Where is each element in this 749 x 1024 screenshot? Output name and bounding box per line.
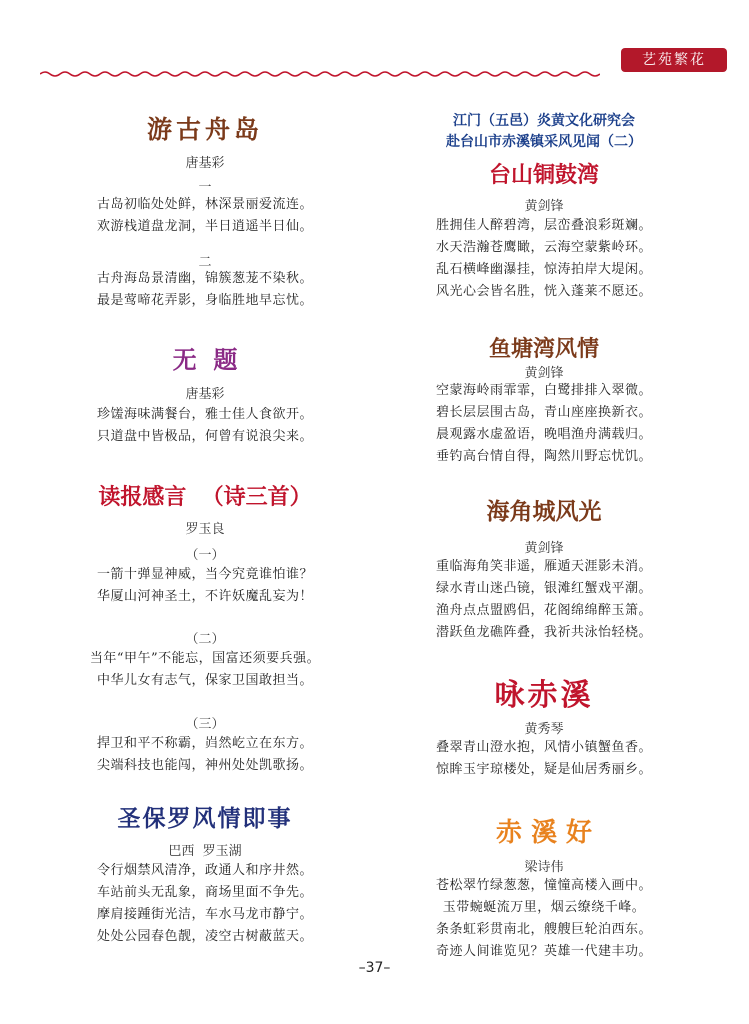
header-wave-divider [40, 70, 600, 78]
poem-line: 绿水青山迷凸镜，银滩红蟹戏平潮。 [435, 581, 652, 596]
section-heading-2: 赴台山市赤溪镇采风见闻（二） [446, 134, 642, 150]
poem-line: 空蒙海岭雨霏霏，白鹭排排入翠微。 [435, 383, 652, 398]
poem-lines [384, 215, 704, 303]
poem-line: 风光心会皆名胜，恍入蓬莱不愿还。 [435, 284, 652, 299]
poem-author-9: 梁诗伟 [524, 860, 564, 875]
poem-line: 令行烟禁风清净，政通人和序井然。 [96, 863, 313, 878]
poem-line: 叠翠青山澄水抱，风情小镇蟹鱼香。 [435, 740, 652, 755]
poem-author-1: 唐基彩 [185, 156, 225, 171]
poem-line: 只道盘中皆极品，何曾有说浪尖来。 [96, 429, 313, 444]
poem-line: 欢游栈道盘龙洞，半日逍遥半日仙。 [96, 219, 313, 234]
stanza-number: （二） [185, 632, 225, 647]
poem-lines [384, 737, 704, 781]
poem-line: 华厦山河神圣土，不许妖魔乱妄为！ [96, 589, 313, 604]
poem-lines [384, 875, 704, 963]
poem-author-6: 黄剑锋 [524, 366, 564, 381]
poem-line: 条条虹彩贯南北，艘艘巨轮泊西东。 [435, 922, 652, 937]
poem-line: 中华儿女有志气，保家卫国敢担当。 [96, 673, 313, 688]
poem-line: 惊眸玉宇琼楼处，疑是仙居秀丽乡。 [435, 762, 652, 777]
stanza-lines [40, 564, 370, 608]
poem-line: 摩肩接踵街光洁，车水马龙市静宁。 [96, 907, 313, 922]
poem-line: 尖端科技也能闯，神州处处凯歌扬。 [96, 758, 313, 773]
stanza-number: （一） [185, 548, 225, 563]
poem-author-7: 黄剑锋 [524, 541, 564, 556]
poem-author-2: 唐基彩 [185, 387, 225, 402]
poem-line: 当年“甲午”不能忘，国富还须要兵强。 [89, 651, 321, 666]
poem-lines [384, 556, 704, 644]
poem-line: 古舟海岛景清幽，锦簇葱茏不染秋。 [96, 271, 313, 286]
poem-line: 捍卫和平不称霸，岿然屹立在东方。 [96, 736, 313, 751]
poem-line: 古岛初临处处鲜，林深景丽爱流连。 [96, 197, 313, 212]
poem-lines [40, 860, 370, 948]
poem-line: 晨观露水虚盈语，晚唱渔舟满载归。 [435, 427, 652, 442]
section-badge: 艺苑繁花 [621, 48, 727, 72]
section-heading-1: 江门（五邑）炎黄文化研究会 [453, 113, 635, 129]
poem-author-4: 巴西 罗玉湖 [168, 844, 242, 859]
poem-title-3: 读报感言 （诗三首） [98, 485, 312, 510]
stanza-lines [40, 733, 370, 777]
stanza-lines [40, 268, 370, 312]
poem-author-3: 罗玉良 [185, 522, 225, 537]
poem-author-5: 黄剑锋 [524, 199, 564, 214]
stanza-lines [40, 648, 370, 692]
poem-title-2: 无 题 [172, 346, 238, 374]
poem-line: 潜跃鱼龙礁阵叠，我祈共泳怡轻桡。 [435, 625, 652, 640]
poem-line: 珍馐海味满餐台，雅士佳人食欲开。 [96, 407, 313, 422]
poem-title-7: 海角城风光 [486, 499, 602, 525]
stanza-number: （三） [185, 717, 225, 732]
poem-line: 渔舟点点盟鸥侣，花阁绵绵醉玉箫。 [435, 603, 652, 618]
poem-line: 处处公园春色靓，凌空古树蔽蓝天。 [96, 929, 313, 944]
poem-author-8: 黄秀琴 [524, 722, 564, 737]
poem-title-9: 赤 溪 好 [495, 818, 593, 848]
poem-line: 最是莺啼花弄影，身临胜地早忘忧。 [96, 293, 313, 308]
stanza-number: 二 [198, 255, 212, 270]
poem-line: 碧长层层围古岛，青山座座换新衣。 [435, 405, 652, 420]
poem-title-6: 鱼塘湾风情 [488, 337, 599, 362]
stanza-number: 一 [198, 180, 212, 195]
poem-line: 玉带蜿蜒流万里，烟云缭绕千峰。 [442, 900, 646, 915]
poem-title-4: 圣保罗风情即事 [117, 806, 293, 832]
poem-title-1: 游古舟岛 [146, 115, 263, 144]
poem-line: 水天浩瀚苍鹰瞰，云海空蒙紫岭环。 [435, 240, 652, 255]
poem-lines [384, 380, 704, 468]
poem-title-8: 咏赤溪 [494, 678, 594, 713]
poem-line: 重临海角笑非遥，雁遁天涯影未消。 [435, 559, 652, 574]
stanza-lines [40, 194, 370, 238]
page-number: –37– [358, 960, 391, 976]
poem-line: 奇迹人间谁览见？英雄一代建丰功。 [435, 944, 652, 959]
poem-line: 胜拥佳人醉碧湾，层峦叠浪彩斑斓。 [435, 218, 652, 233]
poem-line: 苍松翠竹绿葱葱，憧憧高楼入画中。 [435, 878, 652, 893]
poem-title-5: 台山铜鼓湾 [488, 163, 599, 188]
poem-line: 乱石横峰幽瀑挂，惊涛拍岸大堤闲。 [435, 262, 652, 277]
poem-line: 垂钓高台情自得，陶然川野忘忧饥。 [435, 449, 652, 464]
poem-line: 一箭十弹显神威，当今究竟谁怕谁？ [96, 567, 313, 582]
poem-lines [40, 404, 370, 448]
poem-line: 车站前头无乱象，商场里面不争先。 [96, 885, 313, 900]
